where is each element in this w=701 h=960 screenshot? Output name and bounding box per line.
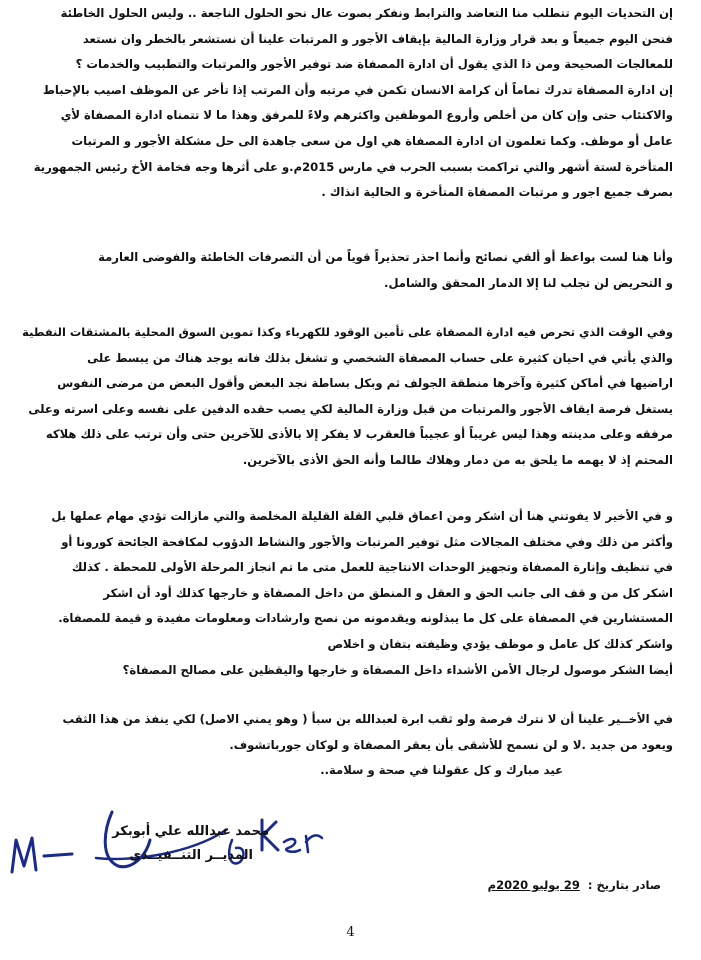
page-number: 4 xyxy=(346,925,355,940)
issue-date-value: 29 يوليو 2020م xyxy=(487,878,580,892)
paragraph-3 xyxy=(22,320,673,474)
text-line: اراضيها في أماكن كثيرة وآخرها منطقة الجولف ثم وبكل بساطة نجد البعض وأقول البعض من مرضى النفوس xyxy=(57,376,673,391)
text-line: ويعود من جديد .لا و لن نسمح للأشقى بأن يعقر المصفاة و لوكان جورباتشوف. xyxy=(229,737,673,752)
signature-block xyxy=(0,800,701,910)
text-line: والاكتئاب حتى وإن كان من أخلص وأروع الموظفين واكثرهم ولاءً للمرفق وهذا ما لا تتمناه ادارة المصفاة لأي xyxy=(60,108,673,123)
text-line: وأكثر من ذلك وفي مختلف المجالات مثل توفير المرتبات والأجور والنشاط الدؤوب لمكافحة الجائحة كورونا أو xyxy=(61,534,673,549)
paragraph-2 xyxy=(22,245,673,296)
text-line: مرفقه وعلى مدينته وهذا ليس غريباً أو عجيباً فالعقرب لا يفكر إلا بالأذى للآخرين حتى وأن ترتب على ذلك هلاكه xyxy=(45,427,673,442)
text-line: اشكر كل من و قف الى جانب الحق و العقل و المنطق من داخل المصفاة و خارجها كذلك أود أن اشكر xyxy=(103,585,673,600)
paragraph-5 xyxy=(22,707,673,784)
text-line: المستشارين في المصفاة على كل ما يبذلونه ويقدمونه من نصح وارشادات ومعلومات مفيدة و قيمة للمصفاة. xyxy=(58,611,673,626)
text-line: أيضا الشكر موصول لرجال الأمن الأشداء داخل المصفاة و خارجها واليقظين على مصالح المصفاة؟ xyxy=(122,662,673,677)
text-line: واشكر كذلك كل عامل و موظف يؤدي وظيفته بتفان و اخلاص xyxy=(327,636,673,651)
issue-date xyxy=(484,878,661,892)
text-line: عيد مبارك و كل عقولنا في صحة و سلامة.. xyxy=(320,763,563,778)
text-line: للمعالجات الصحيحة ومن ذا الذي يقول أن ادارة المصفاة ضد توفير الأجور والمرتبات والتطبيب والخدمات ؟ xyxy=(75,57,673,72)
signatory-name: محمد عبدالله علي أبوبكر xyxy=(112,824,269,839)
text-line: إن التحديات اليوم تتطلب منا التعاضد والترابط ونفكر بصوت عال نحو الحلول الناجعة .. وليس الحلول الخاطئة xyxy=(60,6,673,20)
text-line: في الأخــير علينا أن لا نترك فرصة ولو ثقب ابرة لعبدالله بن سبأ ( وهو يمني الاصل) لكي ينفذ من هذا الثقب xyxy=(62,712,673,726)
text-line: وأنا هنا لست بواعظ أو ألقي نصائح وأنما احذر تحذيراً قوياً من أن التصرفات الخاطئة والفوضى العارمة xyxy=(98,250,673,264)
issue-date-label: صادر بتاريخ : xyxy=(587,878,661,892)
text-line: المحتم إذ لا يهمه ما يلحق به من دمار وهلاك طالما وأنه الحق الأذى بالآخرين. xyxy=(242,452,673,467)
text-line: و في الأخير لا يفوتني هنا أن اشكر ومن اعماق قلبي القلة القليلة المخلصة والتي مازالت تؤدي مهام عملها بل xyxy=(51,509,673,523)
text-line: في تنظيف وإنارة المصفاة وتجهيز الوحدات الانتاجية للعمل متى ما تم انجاز المرحلة الأولى للمحطة . كذلك xyxy=(71,560,673,575)
signatory-title: المديــر التنــفيــذي xyxy=(129,848,253,863)
paragraph-1 xyxy=(22,1,673,206)
text-line: عامل أو موظف. وكما تعلمون ان ادارة المصفاة هي اول من سعى جاهدة الى حل مشكلة الأجور و المرتبات xyxy=(71,133,673,148)
paragraph-4 xyxy=(22,504,673,683)
text-line: فنحن اليوم جميعاً و بعد قرار وزارة المالية بإيقاف الأجور و المرتبات علينا أن نستشعر بالخطر وان نستعد xyxy=(82,31,673,46)
text-line: والذي يأتي في احيان كثيرة على حساب المصفاة الشخصي و تشغل بذلك فانه يوجد هناك من يبسط على xyxy=(87,350,673,365)
text-line: و التحريض لن تجلب لنا إلا الدمار المحقق والشامل. xyxy=(384,275,673,290)
text-line: إن ادارة المصفاة تدرك تماماً أن كرامة الانسان تكمن في مرتبه وأن المرتب إذا تأخر عن الموظف اصيب بالإحباط xyxy=(42,82,673,97)
text-line: المتأخرة لستة أشهر والتي تراكمت بسبب الحرب في مارس 2015م.و على أثرها وجه فخامة الأخ رئيس الجمهورية xyxy=(33,159,673,174)
text-line: بصرف جميع اجور و مرتبات المصفاة المتأخرة و الحالية انذاك . xyxy=(321,185,673,200)
text-line: يستغل فرصة ايقاف الأجور والمرتبات من قبل وزارة المالية لكي يصب حقده الدفين على نفسه وعلى اسرته وعلى xyxy=(28,401,673,416)
text-line: وفي الوقت الذي تحرص فيه ادارة المصفاة على تأمين الوقود للكهرباء وكذا تموين السوق المحلية بالمشتقات النفطية xyxy=(22,325,673,339)
